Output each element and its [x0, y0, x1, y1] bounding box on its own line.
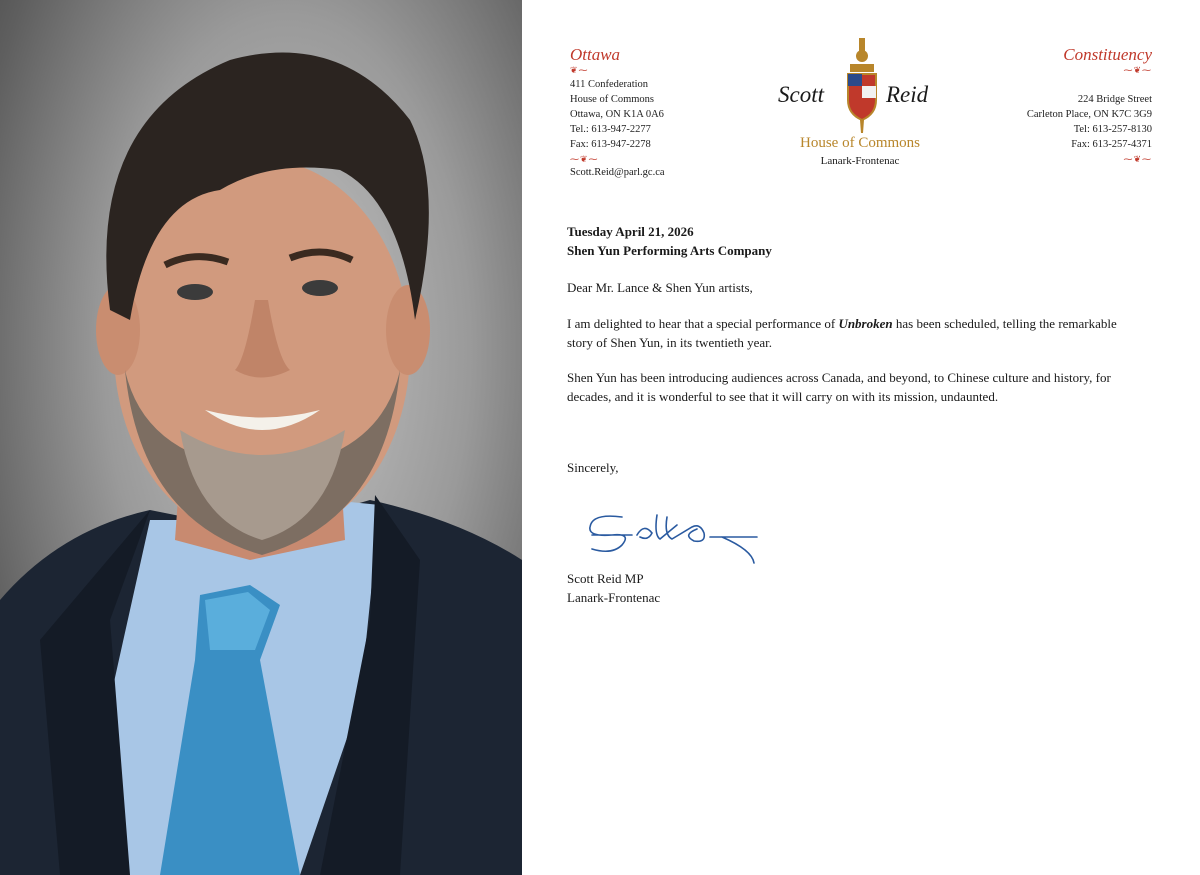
mace-crest-icon	[842, 38, 882, 133]
letter-salutation: Dear Mr. Lance & Shen Yun artists,	[567, 280, 753, 295]
address-line: Fax: 613-947-2278	[570, 139, 651, 150]
paragraph-text: has been scheduled, telling the remarkable story of Shen Yun, in its twentieth year.	[567, 316, 1117, 350]
letter-recipient: Shen Yun Performing Arts Company	[567, 243, 772, 258]
ottawa-address	[570, 77, 664, 167]
riding-label: Lanark-Frontenac	[820, 155, 900, 167]
ornament-flourish: ⁓❦⁓	[1123, 65, 1152, 75]
ornament-flourish: ❦⁓	[570, 65, 589, 75]
ottawa-office-heading	[570, 45, 620, 76]
paragraph-text: I am delighted to hear that a special performance of	[567, 316, 839, 331]
ottawa-city-label: Ottawa	[570, 45, 621, 64]
house-of-commons-label: House of Commons	[800, 135, 920, 151]
signature-drawing	[582, 505, 772, 565]
portrait-photo	[0, 0, 522, 875]
constituency-address	[1027, 92, 1152, 167]
ornament-flourish: ⁓❦⁓	[570, 154, 599, 164]
portrait-illustration	[0, 0, 522, 875]
address-line: Ottawa, ON K1A 0A6	[570, 109, 664, 120]
ornament-flourish: ⁓❦⁓	[1123, 154, 1152, 164]
handwritten-signature	[582, 505, 772, 570]
letterhead-last-name: Reid	[886, 82, 929, 107]
signer-riding: Lanark-Frontenac	[567, 590, 661, 605]
address-line: 224 Bridge Street	[1077, 94, 1152, 105]
performance-title: Unbroken	[838, 316, 893, 331]
letter-paragraph-2: Shen Yun has been introducing audiences across Canada, and beyond, to Chinese culture and history, for decades, and it is wonderful to see that it will carry on with its mission, undaunted.	[567, 370, 1111, 404]
letter-closing: Sincerely,	[567, 460, 619, 475]
constituency-office-heading	[1063, 45, 1152, 76]
address-line: House of Commons	[570, 94, 654, 105]
email-address: Scott.Reid@parl.gc.ca	[570, 167, 665, 178]
address-line: Tel.: 613-947-2277	[570, 124, 651, 135]
constituency-label: Constituency	[1063, 45, 1152, 64]
address-line: 411 Confederation	[570, 79, 649, 90]
signer-name: Scott Reid MP	[567, 571, 644, 586]
letter-paragraph-1	[567, 314, 1137, 352]
address-line: Fax: 613-257-4371	[1071, 139, 1152, 150]
letter-page	[522, 0, 1200, 875]
letter-date: Tuesday April 21, 2026	[567, 224, 694, 239]
address-line: Carleton Place, ON K7C 3G9	[1026, 109, 1152, 120]
address-line: Tel: 613-257-8130	[1073, 124, 1152, 135]
letterhead-first-name: Scott	[778, 82, 824, 107]
